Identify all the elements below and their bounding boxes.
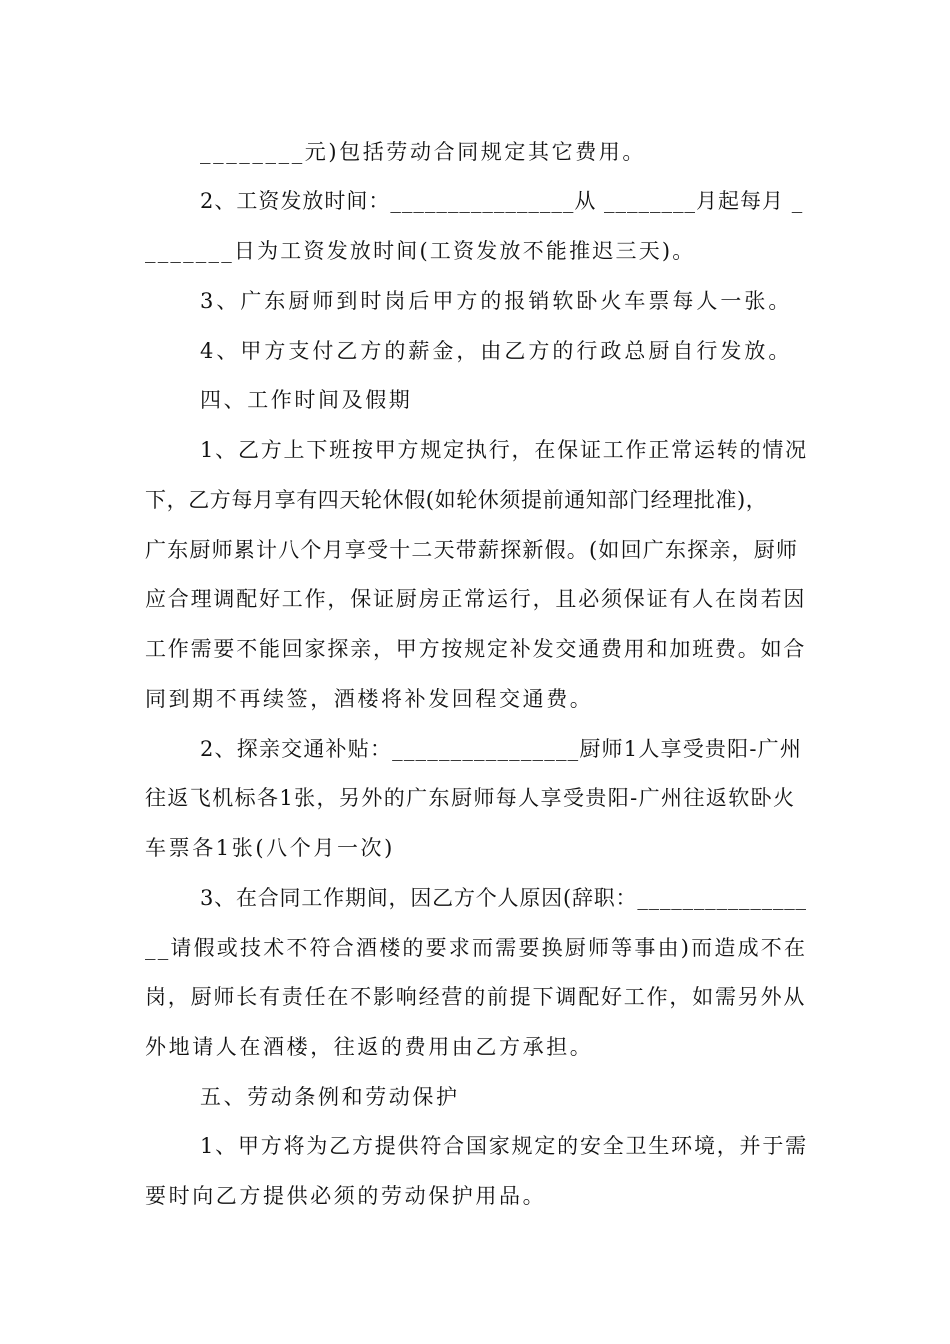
text-line: 1、甲方将为乙方提供符合国家规定的安全卫生环境，并于需 xyxy=(200,1134,808,1158)
text-line: 工作需要不能回家探亲，甲方按规定补发交通费用和加班费。如合 xyxy=(145,637,807,661)
text-line: 同到期不再续签，酒楼将补发回程交通费。 xyxy=(145,687,594,711)
text-line: ________元)包括劳动合同规定其它费用。 xyxy=(200,140,646,164)
text-line: 3、广东厨师到时岗后甲方的报销软卧火车票每人一张。 xyxy=(200,289,793,313)
text-line: 应合理调配好工作，保证厨房正常运行，且必须保证有人在岗若因 xyxy=(145,587,807,611)
text-line: 3、在合同工作期间，因乙方个人原因(辞职：_______________ xyxy=(200,886,807,910)
text-line: _______日为工资发放时间(工资发放不能推迟三天)。 xyxy=(145,239,696,263)
text-line: 外地请人在酒楼，往返的费用由乙方承担。 xyxy=(145,1035,594,1059)
text-line: 要时向乙方提供必须的劳动保护用品。 xyxy=(145,1184,547,1208)
text-line: 1、乙方上下班按甲方规定执行，在保证工作正常运转的情况 xyxy=(200,438,808,462)
text-line: 车票各1张(八个月一次) xyxy=(145,836,395,860)
text-line: 2、探亲交通补贴：________________厨师1人享受贵阳-广州 xyxy=(200,737,803,761)
text-line: 2、工资发放时间：________________从 ________月起每月 _ xyxy=(200,189,804,213)
section-heading: 四、工作时间及假期 xyxy=(200,388,413,412)
text-line: 下，乙方每月享有四天轮休假(如轮休须提前通知部门经理批准)， xyxy=(145,488,768,512)
text-line: __请假或技术不符合酒楼的要求而需要换厨师等事由)而造成不在 xyxy=(145,936,808,960)
text-line: 岗，厨师长有责任在不影响经营的前提下调配好工作，如需另外从 xyxy=(145,985,807,1009)
text-line: 4、甲方支付乙方的薪金，由乙方的行政总厨自行发放。 xyxy=(200,339,793,363)
text-line: 广东厨师累计八个月享受十二天带薪探新假。(如回广东探亲，厨师 xyxy=(145,538,799,562)
text-line: 往返飞机标各1张，另外的广东厨师每人享受贵阳-广州往返软卧火 xyxy=(145,786,796,810)
section-heading: 五、劳动条例和劳动保护 xyxy=(200,1085,460,1109)
